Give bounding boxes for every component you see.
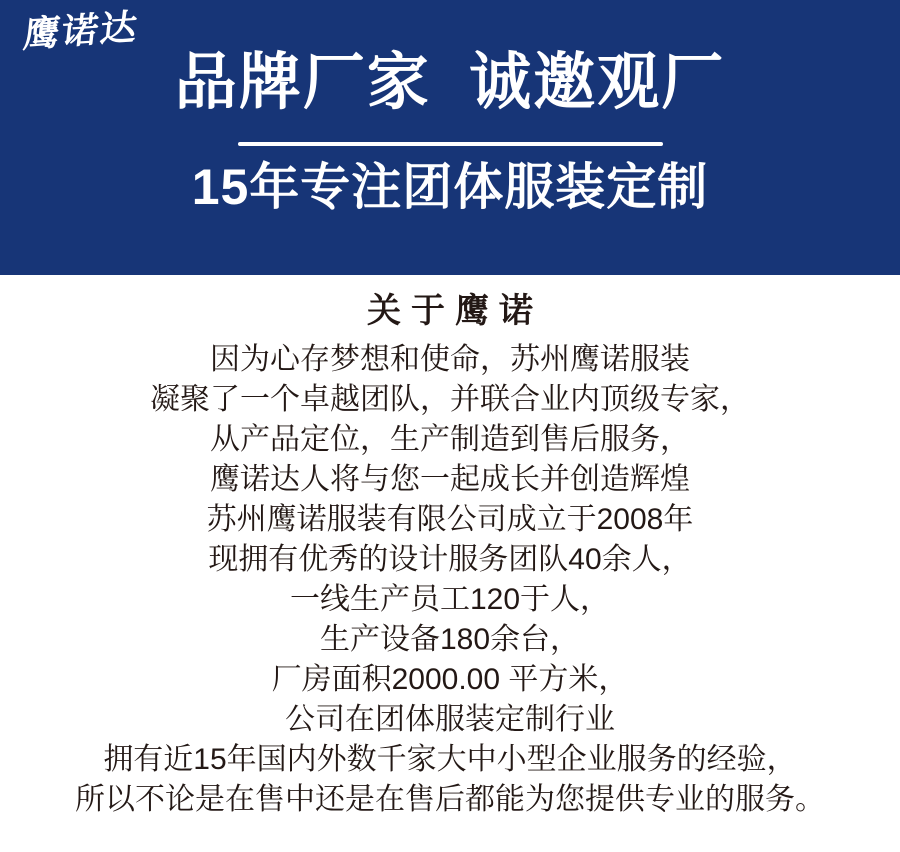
hero-subtitle: 15年专注团体服装定制 — [191, 159, 709, 215]
about-line: 一线生产员工120于人， — [289, 583, 611, 616]
hero-banner — [0, 0, 900, 275]
about-line: 拥有近15年国内外数千家大中小型企业服务的经验， — [103, 743, 797, 776]
about-line: 现拥有优秀的设计服务团队40余人， — [208, 543, 692, 576]
about-heading: 关于鹰诺 — [367, 292, 543, 330]
hero-title: 品牌厂家 诚邀观厂 — [174, 48, 726, 117]
about-line: 生产设备180余台， — [319, 623, 581, 656]
about-line: 公司在团体服装定制行业 — [285, 703, 615, 736]
about-text-block — [0, 340, 900, 820]
about-line: 苏州鹰诺服装有限公司成立于2008年 — [206, 503, 694, 536]
about-line: 鹰诺达人将与您一起成长并创造辉煌 — [210, 463, 690, 496]
about-line: 凝聚了一个卓越团队，并联合业内顶级专家， — [150, 383, 750, 416]
about-line: 所以不论是在售中还是在售后都能为您提供专业的服务。 — [75, 783, 825, 816]
about-section — [0, 275, 900, 820]
brand-logo: 鹰诺达 — [21, 6, 141, 55]
about-line: 因为心存梦想和使命，苏州鹰诺服装 — [210, 343, 690, 376]
hero-divider — [238, 142, 663, 146]
about-line: 厂房面积2000.00 平方米， — [271, 663, 629, 696]
about-line: 从产品定位，生产制造到售后服务， — [210, 423, 690, 456]
